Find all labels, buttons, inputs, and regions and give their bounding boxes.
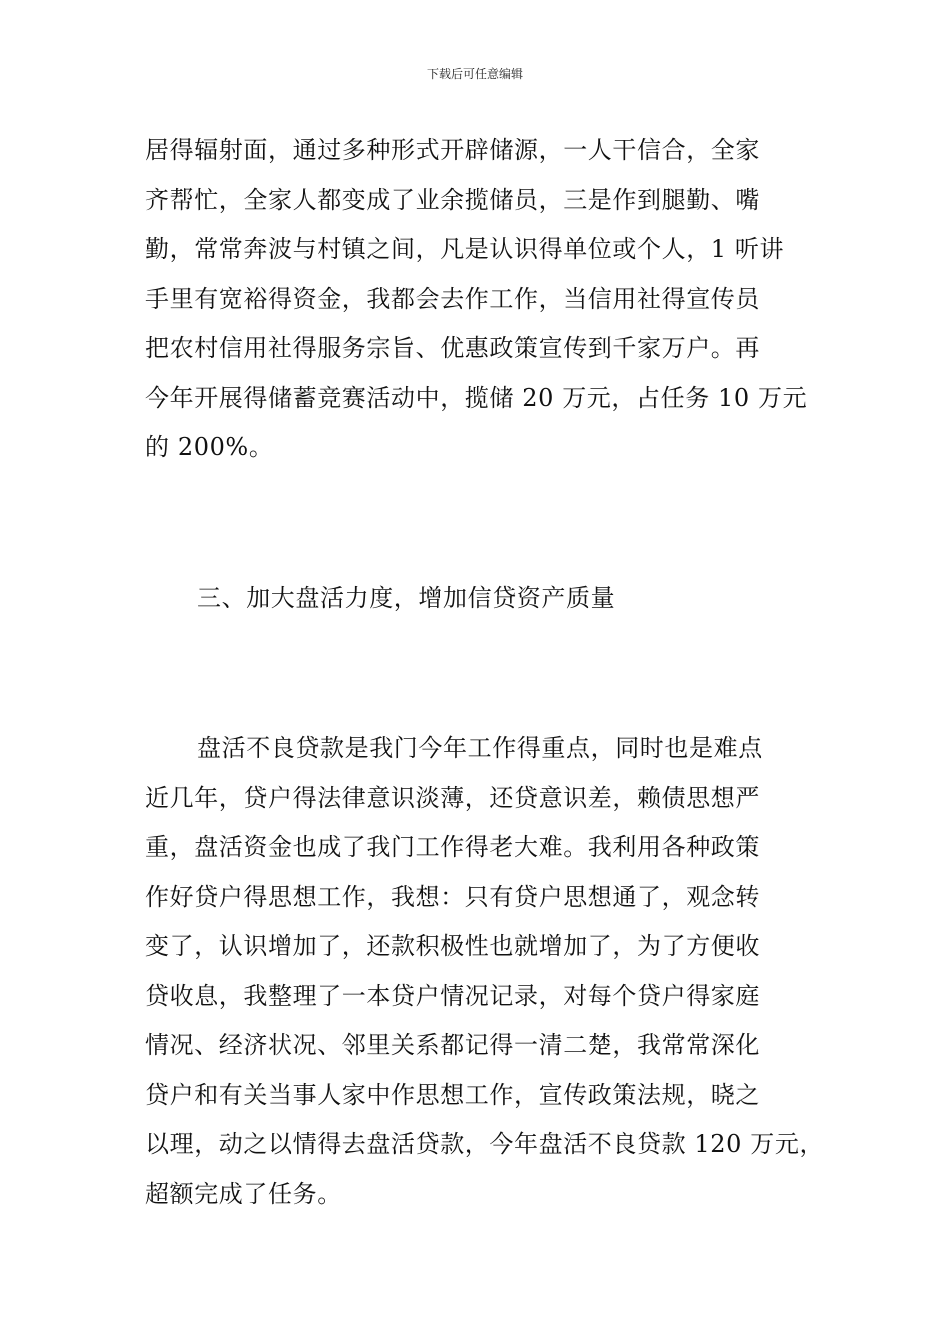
text-line: 重，盘活资金也成了我门工作得老大难。我利用各种政策 [145, 833, 760, 861]
paragraph-loan-recovery [145, 724, 825, 1219]
text-line: 今年开展得储蓄竞赛活动中，揽储 20 万元，占任务 10 万元 [145, 383, 808, 412]
text-line: 手里有宽裕得资金，我都会去作工作，当信用社得宣传员 [145, 284, 760, 313]
text-line: 超额完成了任务。 [145, 1179, 342, 1208]
text-line: 勤，常常奔波与村镇之间，凡是认识得单位或个人，1 听讲 [145, 235, 785, 263]
text-line: 以理，动之以情得去盘活贷款，今年盘活不良贷款 120 万元， [145, 1130, 825, 1158]
text-line: 盘活不良贷款是我门今年工作得重点，同时也是难点 [197, 734, 763, 762]
page-header: 下载后可任意编辑 [426, 67, 523, 81]
text-line: 的 200%。 [145, 433, 274, 461]
text-line: 把农村信用社得服务宗旨、优惠政策宣传到千家万户。再 [145, 334, 760, 362]
text-line: 贷收息，我整理了一本贷户情况记录，对每个贷户得家庭 [145, 981, 760, 1010]
text-line: 变了，认识增加了，还款积极性也就增加了，为了方便收 [145, 932, 760, 960]
text-line: 居得辐射面，通过多种形式开辟储源，一人干信合，全家 [145, 136, 760, 164]
heading-text: 三、加大盘活力度，增加信贷资产质量 [197, 584, 616, 612]
text-line: 作好贷户得思想工作，我想：只有贷户思想通了，观念转 [145, 882, 760, 911]
text-line: 情况、经济状况、邻里关系都记得一清二楚，我常常深化 [145, 1031, 760, 1059]
section-heading [145, 574, 825, 624]
text-line: 近几年，贷户得法律意识淡薄，还贷意识差，赖债思想严 [145, 783, 760, 812]
text-line: 贷户和有关当事人家中作思想工作，宣传政策法规，晓之 [145, 1080, 760, 1109]
text-line: 齐帮忙，全家人都变成了业余揽储员，三是作到腿勤、嘴 [145, 185, 760, 214]
paragraph-deposit-work [145, 126, 825, 473]
